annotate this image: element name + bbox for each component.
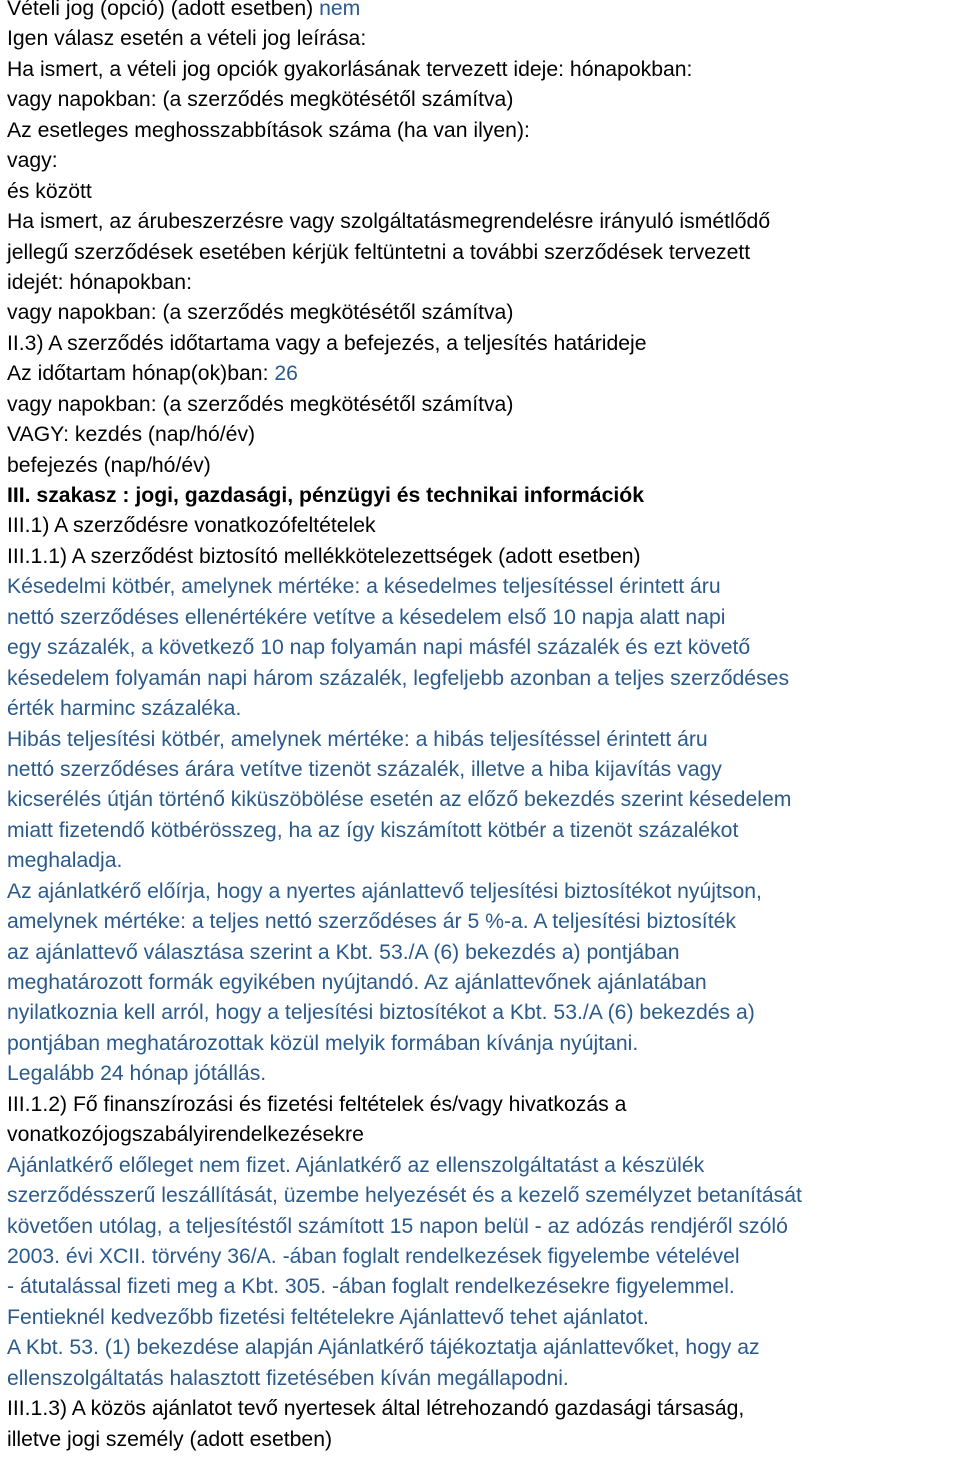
duration-start-label: VAGY: kezdés (nap/hó/év) xyxy=(7,423,256,447)
guarantees-line: pontjában meghatározottak közül melyik formában kívánja nyújtani. xyxy=(7,1031,639,1055)
guarantees-line: meghaladja. xyxy=(7,849,123,873)
section-3-1-2-heading: III.1.2) Fő finanszírozási és fizetési feltételek és/vagy hivatkozás a xyxy=(7,1092,627,1116)
extensions-label: Az esetleges meghosszabbítások száma (ha van ilyen): xyxy=(7,118,530,142)
option-row xyxy=(7,0,959,24)
guarantees-line: nettó szerződéses ellenértékére vetítve a késedelem első 10 napja alatt napi xyxy=(7,605,726,629)
guarantees-line: miatt fizetendő kötbérösszeg, ha az így kiszámított kötbér a tizenöt százalékot xyxy=(7,818,739,842)
section-3-1-3-heading: III.1.3) A közös ajánlatot tevő nyertesek által létrehozandó gazdasági társaság, xyxy=(7,1397,745,1421)
option-schedule-label: Ha ismert, a vételi jog opciók gyakorlásának tervezett ideje: hónapokban: xyxy=(7,57,693,81)
payment-line: - átutalással fizeti meg a Kbt. 305. -ában foglalt rendelkezésekre figyelemmel. xyxy=(7,1275,735,1299)
duration-end-label: befejezés (nap/hó/év) xyxy=(7,453,211,477)
payment-line: 2003. évi XCII. törvény 36/A. -ában foglalt rendelkezések figyelembe vételével xyxy=(7,1244,740,1268)
recurring-line: idejét: hónapokban: xyxy=(7,270,192,294)
guarantees-line: az ajánlattevő választása szerint a Kbt. 53./A (6) bekezdés a) pontjában xyxy=(7,940,680,964)
option-description-label: Igen válasz esetén a vételi jog leírása: xyxy=(7,27,367,51)
duration-days-label: vagy napokban: (a szerződés megkötésétől számítva) xyxy=(7,392,514,416)
guarantees-line: késedelem folyamán napi három százalék, legfeljebb azonban a teljes szerződéses xyxy=(7,666,790,690)
guarantees-line: Hibás teljesítési kötbér, amelynek mértéke: a hibás teljesítéssel érintett áru xyxy=(7,727,708,751)
recurring-days: vagy napokban: (a szerződés megkötésétől számítva) xyxy=(7,301,514,325)
payment-line: követően utólag, a teljesítéstől számított 15 napon belül - az adózás rendjéről szóló xyxy=(7,1214,788,1238)
recurring-line: Ha ismert, az árubeszerzésre vagy szolgáltatásmegrendelésre irányuló ismétlődő xyxy=(7,210,771,234)
duration-months-label: Az időtartam hónap(ok)ban: xyxy=(7,362,275,386)
option-label: Vételi jog (opció) (adott esetben) xyxy=(7,0,320,20)
between-label: és között xyxy=(7,179,92,203)
section-3-1-2-heading: vonatkozójogszabályirendelkezésekre xyxy=(7,1123,364,1147)
guarantees-line: Legalább 24 hónap jótállás. xyxy=(7,1062,267,1086)
tender-document-page xyxy=(7,0,959,1455)
payment-line: A Kbt. 53. (1) bekezdése alapján Ajánlatkérő tájékoztatja ajánlattevőket, hogy az xyxy=(7,1336,760,1360)
option-schedule-days: vagy napokban: (a szerződés megkötésétől számítva) xyxy=(7,88,514,112)
section-3-1-heading: III.1) A szerződésre vonatkozófeltételek xyxy=(7,514,376,538)
guarantees-line: egy százalék, a következő 10 nap folyamán napi másfél százalék és ezt követő xyxy=(7,636,751,660)
guarantees-line: érték harminc százaléka. xyxy=(7,697,242,721)
guarantees-line: meghatározott formák egyikében nyújtandó. Az ajánlattevőnek ajánlatában xyxy=(7,971,707,994)
section-3-1-3-heading: illetve jogi személy (adott esetben) xyxy=(7,1427,333,1451)
guarantees-line: kicserélés útján történő kiküszöbölése esetén az előző bekezdés szerint késedelem xyxy=(7,788,792,812)
duration-months-value: 26 xyxy=(274,362,298,386)
recurring-line: jellegű szerződések esetében kérjük feltüntetni a további szerződések tervezett xyxy=(7,240,751,264)
payment-line: Ajánlatkérő előleget nem fizet. Ajánlatkérő az ellenszolgáltatást a készülék xyxy=(7,1153,705,1177)
option-value: nem xyxy=(319,0,361,20)
payment-line: szerződésszerű leszállítását, üzembe helyezését és a kezelő személyzet betanítását xyxy=(7,1184,802,1208)
guarantees-line: Késedelmi kötbér, amelynek mértéke: a késedelmes teljesítéssel érintett áru xyxy=(7,575,721,599)
duration-heading: II.3) A szerződés időtartama vagy a befejezés, a teljesítés határideje xyxy=(7,331,647,355)
or-label: vagy: xyxy=(7,149,58,173)
payment-line: Fentieknél kedvezőbb fizetési feltételekre Ajánlattevő tehet ajánlatot. xyxy=(7,1305,649,1329)
guarantees-line: Az ajánlatkérő előírja, hogy a nyertes ajánlattevő teljesítési biztosítékot nyújtson, xyxy=(7,879,762,903)
section-3-heading: III. szakasz : jogi, gazdasági, pénzügyi és technikai információk xyxy=(7,484,644,507)
guarantees-line: nettó szerződéses árára vetítve tizenöt százalék, illetve a hiba kijavítás vagy xyxy=(7,757,722,781)
payment-line: ellenszolgáltatás halasztott fizetésében kíván megállapodni. xyxy=(7,1366,569,1390)
section-3-1-1-heading: III.1.1) A szerződést biztosító mellékkötelezettségek (adott esetben) xyxy=(7,544,641,568)
guarantees-line: nyilatkoznia kell arról, hogy a teljesítési biztosítékot a Kbt. 53./A (6) bekezdés a) xyxy=(7,1001,755,1025)
guarantees-line: amelynek mértéke: a teljes nettó szerződéses ár 5 %-a. A teljesítési biztosíték xyxy=(7,910,736,934)
duration-months-row xyxy=(7,359,959,389)
